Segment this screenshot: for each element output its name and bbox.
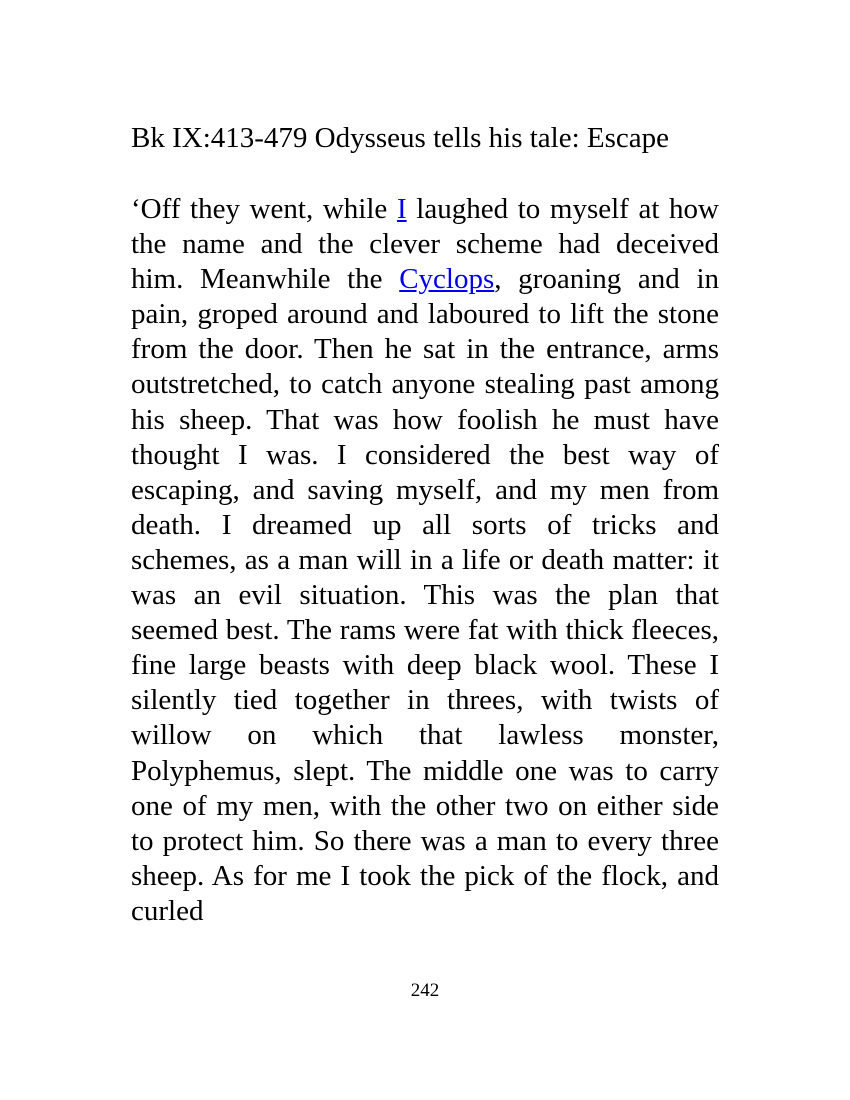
paragraph-text: , groaning and in pain, groped around and laboured to lift the stone from the door. Then he sat in the entrance, arms outstretched, to catch anyone stealing past among his sheep. That was how foolish he must have thought I was. I considered the best way of escaping, and saving myself, and my men from death. I dreamed up all sorts of tricks and schemes, as a man will in a life or death matter: it was an evil situation. This was the plan that seemed best. The rams were fat with thick fleeces, fine large beasts with deep black wool. These I silently tied together in threes, with twists of willow on which that lawless monster, Polyphemus, slept. The middle one was to carry one of my men, with the other two on either side to protect him. So there was a man to every three sheep. As for me I took the pick of the flock, and curled [131, 263, 719, 927]
page-heading: Bk IX:413-479 Odysseus tells his tale: Escape [131, 122, 670, 154]
paragraph-text: laughed to myself at how the name and the clever scheme had deceived him. Meanwhile the [131, 193, 719, 296]
paragraph-text: ‘Off they went, while [131, 193, 397, 225]
link-cyclops[interactable]: Cyclops [399, 263, 495, 296]
body-paragraph [131, 192, 719, 929]
link-i[interactable]: I [396, 193, 407, 225]
page-number: 242 [410, 980, 440, 1001]
